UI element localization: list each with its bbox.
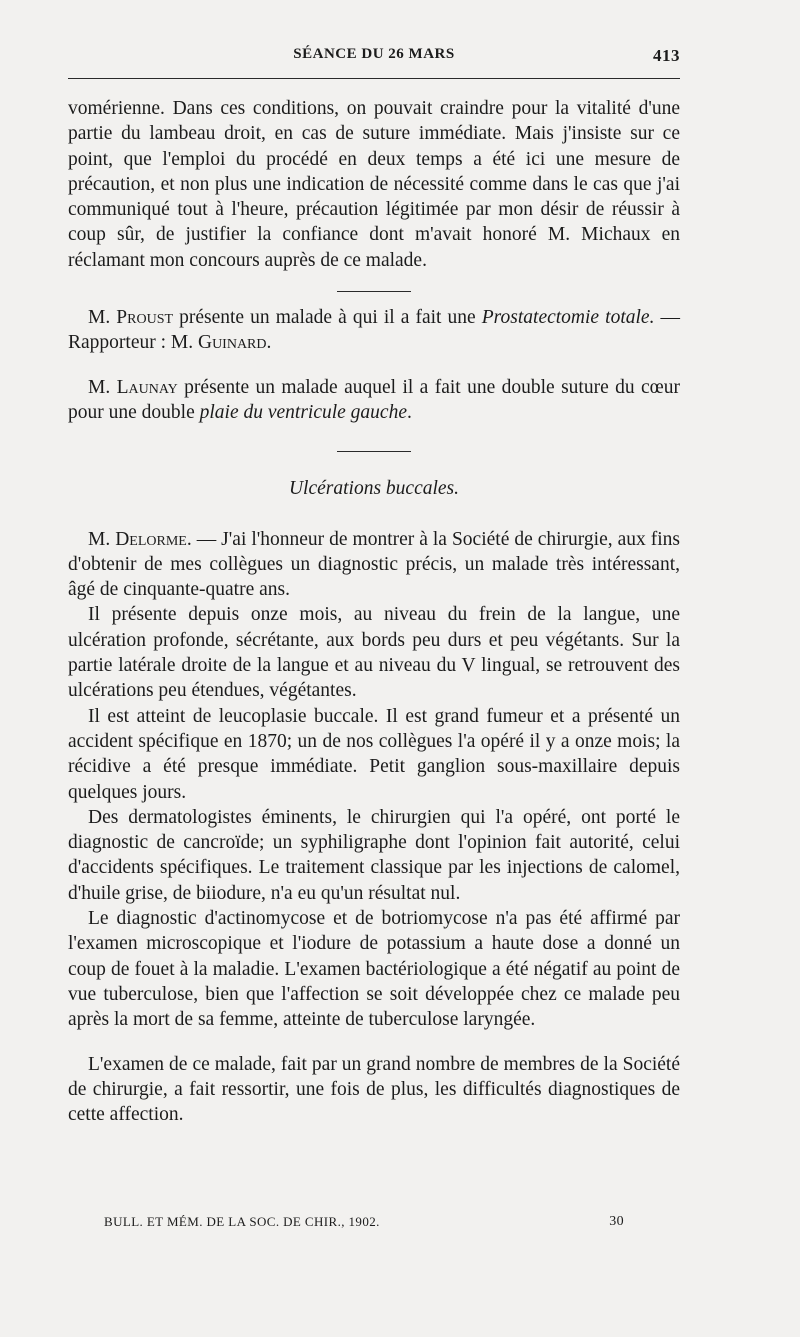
author-name: Proust (116, 307, 174, 329)
rapporteur-name: Guinard (197, 332, 267, 354)
footer-journal: BULL. ET MÉM. DE LA SOC. DE CHIR., 1902. (104, 1214, 380, 1229)
period: . (266, 332, 272, 354)
prefix: M. (88, 307, 117, 329)
paragraph-delorme (68, 527, 680, 603)
paragraph-text: présente un malade auquel il a fait une double suture du cœur pour une double (68, 376, 680, 423)
paragraph-symptoms: Il présente depuis onze mois, au niveau du frein de la langue, une ulcération profonde, sécrétante, aux bords peu durs et peu végétants. Sur la partie latérale droite de la langue et au niveau du V lingual, se retrouvent des ulcérations peu étendues, végétantes. (68, 604, 680, 702)
period: . (407, 401, 412, 423)
prefix: M. (88, 528, 116, 550)
communication-title: plaie du ventricule gauche (199, 401, 407, 423)
paragraph-history: Il est atteint de leucoplasie buccale. Il est grand fumeur et a présenté un accident spécifique en 1870; un de nos collègues l'a opéré il y a onze mois; la récidive a été presque immédiate. Petit ganglion sous-maxillaire depuis quelques jours. (68, 705, 680, 803)
separator-rule (337, 291, 411, 292)
separator-rule (337, 451, 411, 452)
header-title: SÉANCE DU 26 MARS (293, 46, 455, 62)
section-heading: Ulcérations buccales. (288, 478, 460, 500)
paragraph-text: présente un malade à qui il a fait une (173, 307, 482, 329)
paragraph-examination: Le diagnostic d'actinomycose et de botriomycose n'a pas été affirmé par l'examen microscopique et l'iodure de potassium a haute dose a donné un coup de fouet à la maladie. L'examen bactériologique a été négatif au point de vue tuberculose, bien que l'affection se soit développée chez ce malade peu après la mort de sa femme, atteinte de tuberculose laryngée. (68, 908, 680, 1031)
communication-title: Prostatectomie totale. (481, 307, 655, 329)
paragraph-launay (68, 375, 680, 426)
rapporteur-label: — Rapporteur : M. (68, 307, 681, 354)
page-number: 413 (653, 46, 680, 65)
prefix: M. (88, 376, 117, 398)
paragraph-diagnosis: Des dermatologistes éminents, le chirurgien qui l'a opéré, ont porté le diagnostic de cancroïde; un syphiligraphe dont l'opinion fait autorité, celui d'accidents spécifiques. Le traitement classique par les injections de calomel, d'huile grise, de biiodure, n'a eu qu'un résultat nul. (68, 806, 680, 904)
paragraph-continuation: vomérienne. Dans ces conditions, on pouvait craindre pour la vitalité d'une partie du lambeau droit, en cas de suture immédiate. Mais j'insiste sur ce point, que l'emploi du procédé en deux temps a été ici une mesure de précaution, et non plus une indication de nécessité comme dans le cas que j'ai communiqué tout à l'heure, précaution légitimée par mon désir de réussir à coup sûr, de justifier la confiance dont m'avait honoré M. Michaux en réclamant mon concours auprès de ce malade. (68, 98, 680, 271)
page-body (68, 96, 680, 1127)
paragraph-conclusion: L'examen de ce malade, fait par un grand nombre de membres de la Société de chirurgie, a fait ressortir, une fois de plus, les difficultés diagnostiques de cette affection. (68, 1053, 680, 1126)
footer-signature-number: 30 (609, 1214, 624, 1229)
author-name: Launay (116, 376, 178, 398)
paragraph-proust (68, 305, 680, 356)
paragraph-text: . — J'ai l'honneur de montrer à la Société de chirurgie, aux fins d'obtenir de mes collègues un diagnostic précis, un malade très intéressant, âgé de cinquante-quatre ans. (68, 528, 680, 601)
author-name: Delorme (115, 528, 187, 550)
header-rule (68, 78, 680, 79)
running-header (68, 46, 680, 70)
